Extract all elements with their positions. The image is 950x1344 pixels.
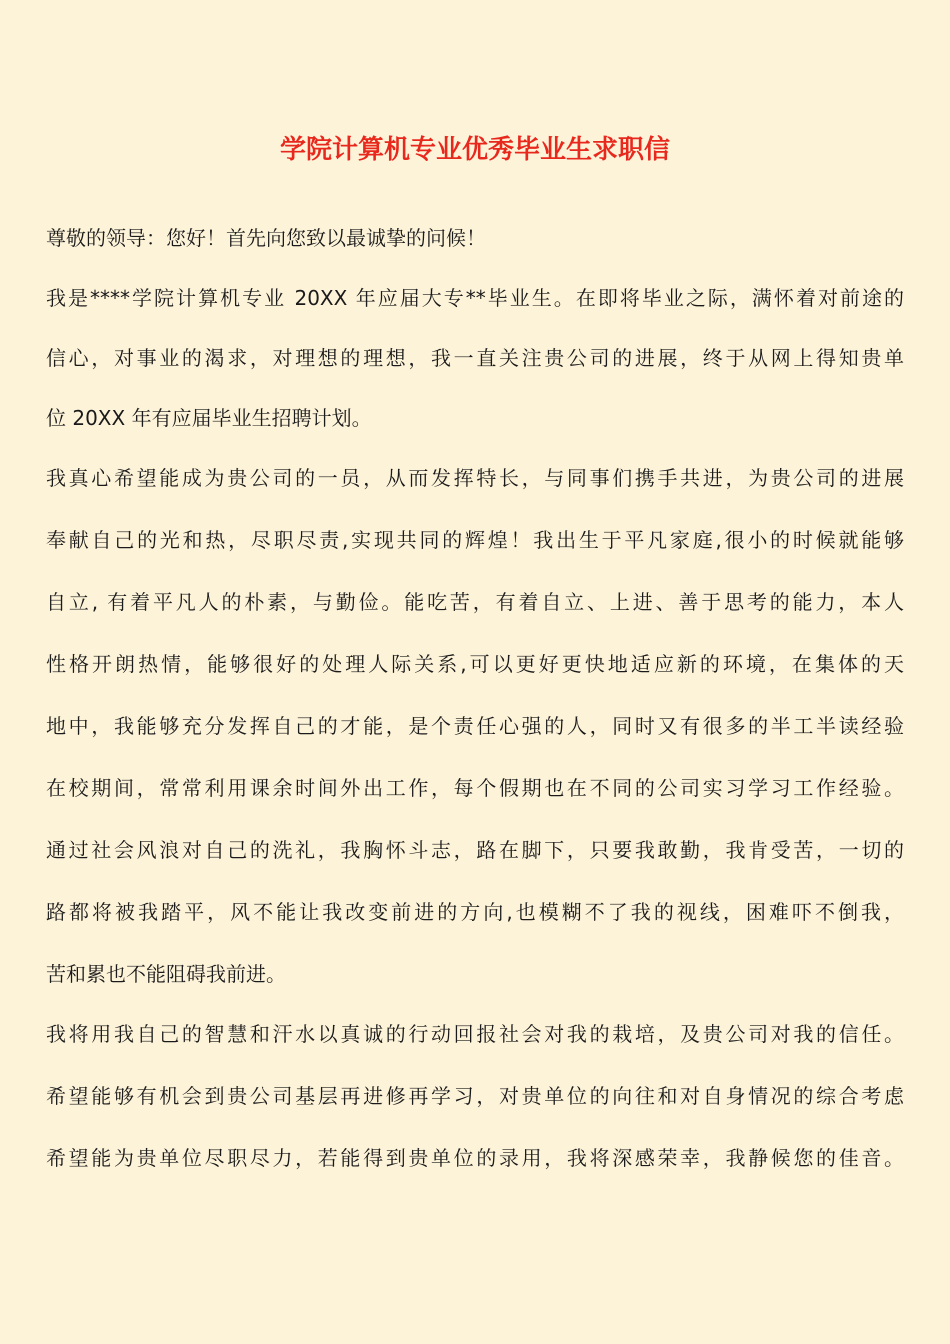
- text-line: 尊敬的领导：您好！首先向您致以最诚挚的问候！: [46, 226, 486, 250]
- document-title: 学院计算机专业优秀毕业生求职信: [279, 135, 670, 165]
- text-line: 路都将被我踏平，风不能让我改变前进的方向,也模糊不了我的视线，困难吓不倒我，: [46, 900, 904, 924]
- text-line: 位 20XX 年有应届毕业生招聘计划。: [46, 406, 372, 430]
- text-line: 在校期间，常常利用课余时间外出工作，每个假期也在不同的公司实习学习工作经验。: [46, 776, 904, 800]
- text-line: 希望能够有机会到贵公司基层再进修再学习，对贵单位的向往和对自身情况的综合考虑: [46, 1084, 904, 1108]
- text-line: 通过社会风浪对自己的洗礼，我胸怀斗志，路在脚下，只要我敢勤，我肯受苦，一切的: [46, 838, 904, 862]
- text-line: 苦和累也不能阻碍我前进。: [46, 962, 286, 986]
- text-line: 奉献自己的光和热，尽职尽责,实现共同的辉煌！我出生于平凡家庭,很小的时候就能够: [46, 528, 904, 552]
- text-line: 我将用我自己的智慧和汗水以真诚的行动回报社会对我的栽培，及贵公司对我的信任。: [46, 1022, 904, 1046]
- text-line: 地中，我能够充分发挥自己的才能，是个责任心强的人，同时又有很多的半工半读经验: [46, 714, 904, 738]
- text-line: 自立, 有着平凡人的朴素，与勤俭。能吃苦，有着自立、上进、善于思考的能力，本人: [46, 590, 904, 614]
- text-line: 我真心希望能成为贵公司的一员，从而发挥特长，与同事们携手共进，为贵公司的进展: [46, 466, 904, 490]
- text-line: 性格开朗热情，能够很好的处理人际关系,可以更好更快地适应新的环境，在集体的天: [46, 652, 904, 676]
- text-line: 信心，对事业的渴求，对理想的理想，我一直关注贵公司的进展，终于从网上得知贵单: [46, 346, 904, 370]
- text-line: 我是****学院计算机专业 20XX 年应届大专**毕业生。在即将毕业之际，满怀着对前途的: [46, 286, 904, 310]
- text-line: 希望能为贵单位尽职尽力，若能得到贵单位的录用，我将深感荣幸，我静候您的佳音。: [46, 1146, 904, 1170]
